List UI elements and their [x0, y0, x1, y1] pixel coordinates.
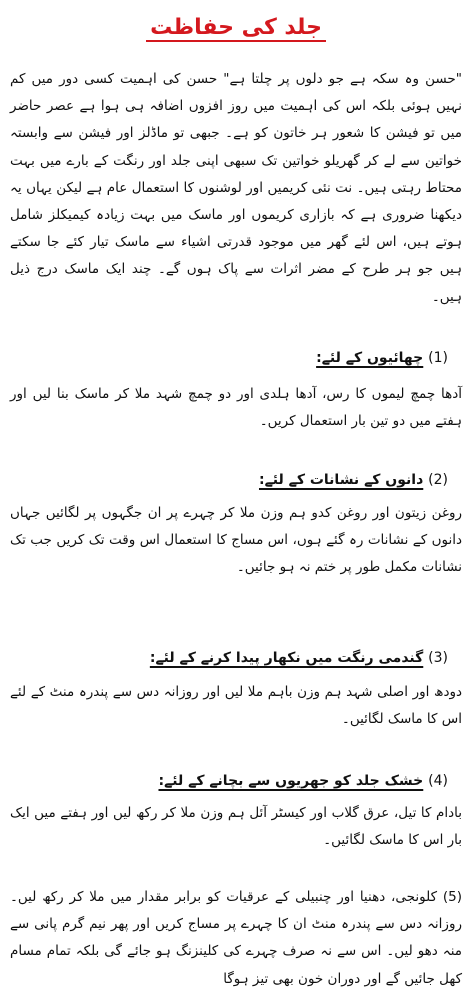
- section-1-number: (1): [428, 350, 448, 366]
- section-2-number: (2): [428, 472, 448, 488]
- section-3-body: دودھ اور اصلی شہد ہم وزن باہم ملا لیں اور روزانہ دس سے پندرہ منٹ کے لئے اس کا ماسک لگائیں۔: [10, 684, 462, 728]
- section-1-heading: [316, 347, 448, 369]
- section-4-heading: [158, 770, 448, 792]
- section-2-body: روغن زیتون اور روغن کدو ہم وزن ملا کر چہرے پر ان جگہوں پر لگائیں جہاں دانوں کے نشانات رہ گئے ہوں، اس مساج کا استعمال اس وقت تک کریں جب تک نشانات مکمل طور پر ختم نہ ہو جائیں۔: [10, 505, 462, 576]
- section-4-body: بادام کا تیل، عرق گلاب اور کیسٹر آئل ہم وزن ملا کر رکھ لیں اور ہفتے میں ایک بار اس کا ماسک لگائیں۔: [10, 805, 462, 849]
- section-4-number: (4): [428, 773, 448, 789]
- section-4-title: خشک جلد کو جھریوں سے بچانے کے لئے:: [158, 773, 424, 789]
- section-5-number: (5): [442, 889, 462, 905]
- section-1-title: چھائیوں کے لئے:: [316, 350, 424, 366]
- section-5-body: [10, 884, 462, 993]
- section-3-number: (3): [428, 650, 448, 666]
- intro-paragraph: "حسن وہ سکہ ہے جو دلوں پر چلتا ہے" حسن کی اہمیت کسی دور میں کم نہیں ہوئی بلکہ اس کی اہمیت میں روز افزوں اضافہ ہی ہوا ہے عصر حاضر میں تو فیشن کا شعور ہر خاتون کو ہے۔ جبھی تو ماڈلز اور فیشن سے وابستہ خواتین سے لے کر گھریلو خواتین تک سبھی اپنی جلد اور رنگت کے بارے میں بہت محتاط رہتی ہیں۔ نت نئی کریمیں اور لوشنوں کا استعمال عام ہے لیکن یہاں یہ دیکھنا ضروری ہے کہ بازاری کریموں اور ماسک میں بہت زیادہ کیمیکلز شامل ہوتے ہیں، اس لئے گھر میں موجود قدرتی اشیاء سے ماسک تیار کئے جا سکتے ہیں جو ہر طرح کے مضر اثرات سے پاک ہوں گے۔ چند ایک ماسک درج ذیل ہیں۔: [10, 71, 462, 305]
- title-text: جلد کی حفاظت: [146, 15, 326, 42]
- section-1-body: آدھا چمچ لیموں کا رس، آدھا ہلدی اور دو چمچ شہد ملا کر ماسک بنا لیں اور ہفتے میں دو تین بار استعمال کریں۔: [10, 386, 462, 430]
- section-2-title: دانوں کے نشانات کے لئے:: [258, 472, 424, 488]
- section-3-heading: [150, 647, 448, 669]
- article-title: [0, 12, 472, 44]
- section-2-heading: [259, 469, 448, 491]
- section-5-text: کلونجی، دھنیا اور چنبیلی کے عرقیات کو برابر مقدار میں ملا کر رکھ لیں۔ روزانہ دس سے پندرہ منٹ ان کا چہرے پر مساج کریں اور پھر نیم گرم پانی سے منہ دھو لیں۔ اس سے نہ صرف چہرے کی کلینزنگ ہو جائے گی بلکہ تمام مسام کھل جائیں گے اور دوران خون بھی تیز ہوگا: [10, 889, 462, 987]
- section-3-title: گندمی رنگت میں نکھار پیدا کرنے کے لئے:: [149, 650, 424, 666]
